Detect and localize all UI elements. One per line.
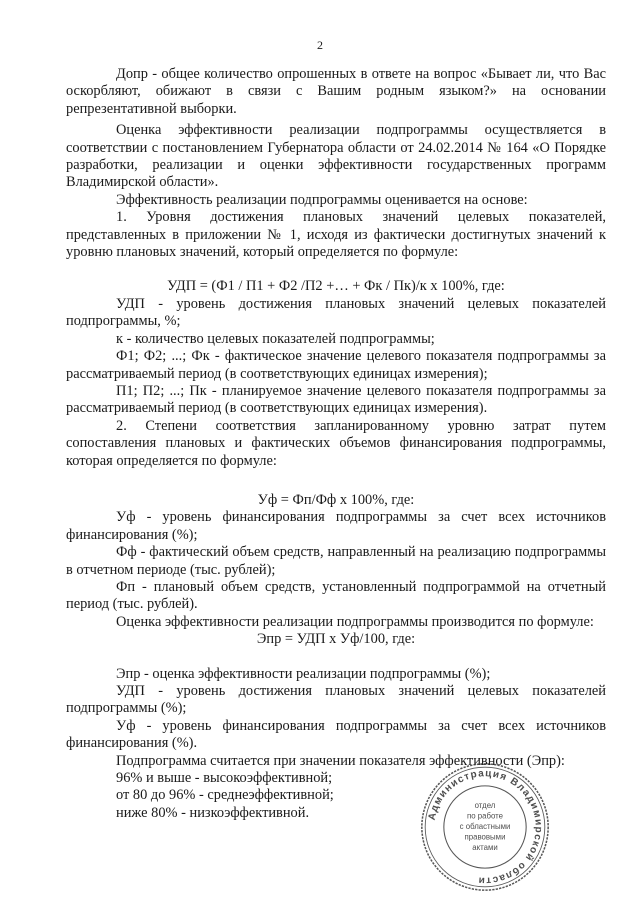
definition-udp-2: УДП - уровень достижения плановых значений целевых показателей подпрограммы (%);: [66, 683, 606, 717]
page-number: 2: [317, 38, 323, 52]
criteria-medium: от 80 до 96% - среднеэффективной;: [116, 787, 334, 804]
svg-text:по работе: по работе: [467, 811, 503, 821]
official-stamp: [418, 760, 552, 894]
document-body: [66, 66, 606, 822]
definition-ff: Фф - фактический объем средств, направленный на реализацию подпрограммы в отчетном периоде (тыс. рублей);: [66, 544, 606, 578]
definition-uf: Уф - уровень финансирования подпрограммы за счет всех источников финансирования (%);: [66, 509, 606, 543]
svg-text:с областными: с областными: [459, 821, 511, 831]
definition-udp: УДП - уровень достижения плановых значений целевых показателей подпрограммы, %;: [66, 295, 606, 330]
paragraph-item-1: 1. Уровня достижения плановых значений целевых показателей, представленных в приложении № 1, исходя из фактически достигнутых значений к уровню плановых значений, который определяется по формуле:: [66, 209, 606, 261]
definition-pk: П1; П2; ...; Пк - планируемое значение целевого показателя подпрограммы за рассматриваемый период (в соответствующих единицах измерения).: [66, 382, 606, 417]
svg-text:актами: актами: [472, 842, 498, 852]
paragraph-evaluation-basis: Оценка эффективности реализации подпрограммы осуществляется в соответствии с постановлением Губернатора области от 24.02.2014 № 164 «О Порядке разработки, реализации и оценки эффективности государственных программ Владимирской области».: [66, 122, 606, 191]
paragraph-efficiency-formula-intro: Оценка эффективности реализации подпрограммы производится по формуле:: [116, 613, 594, 630]
svg-text:отдел: отдел: [474, 800, 496, 810]
formula-epr: Эпр = УДП х Уф/100, где:: [256, 631, 416, 648]
formula-uf: Уф = Фп/Фф х 100%, где:: [257, 491, 415, 508]
paragraph-item-2: 2. Степени соответствия запланированному уровню затрат путем сопоставления плановых и фактических объемов финансирования подпрограммы, которая определяется по формуле:: [66, 417, 606, 469]
paragraph-dopr-definition: Допр - общее количество опрошенных в ответе на вопрос «Бывает ли, что Вас оскорбляют, обижают в связи с Вашим родным языком?» на основании репрезентативной выборки.: [66, 66, 606, 117]
criteria-high: 96% и выше - высокоэффективной;: [116, 770, 333, 787]
definition-k: к - количество целевых показателей подпрограммы;: [116, 330, 435, 347]
formula-udp: УДП = (Ф1 / П1 + Ф2 /П2 +… + Фк / Пк)/к х 100%, где:: [167, 278, 505, 295]
stamp-center-text: [460, 801, 511, 852]
paragraph-evaluation-intro: Эффективность реализации подпрограммы оценивается на основе:: [116, 191, 528, 208]
stamp-ring-text: Администрация Владимирской области: [426, 768, 544, 886]
definition-uf-2: Уф - уровень финансирования подпрограммы за счет всех источников финансирования (%).: [66, 717, 606, 752]
criteria-low: ниже 80% - низкоэффективной.: [116, 804, 310, 821]
definition-epr: Эпр - оценка эффективности реализации подпрограммы (%);: [116, 665, 491, 682]
definition-fp: Фп - плановый объем средств, установленный подпрограммой на отчетный период (тыс. рублей).: [66, 578, 606, 613]
definition-fk: Ф1; Ф2; ...; Фк - фактическое значение целевого показателя подпрограммы за рассматриваемый период (в соответствующих единицах измерения);: [66, 348, 606, 382]
paragraph-criteria-intro: Подпрограмма считается при значении показателя эффективности (Эпр):: [116, 752, 565, 769]
svg-text:правовыми: правовыми: [464, 832, 506, 842]
